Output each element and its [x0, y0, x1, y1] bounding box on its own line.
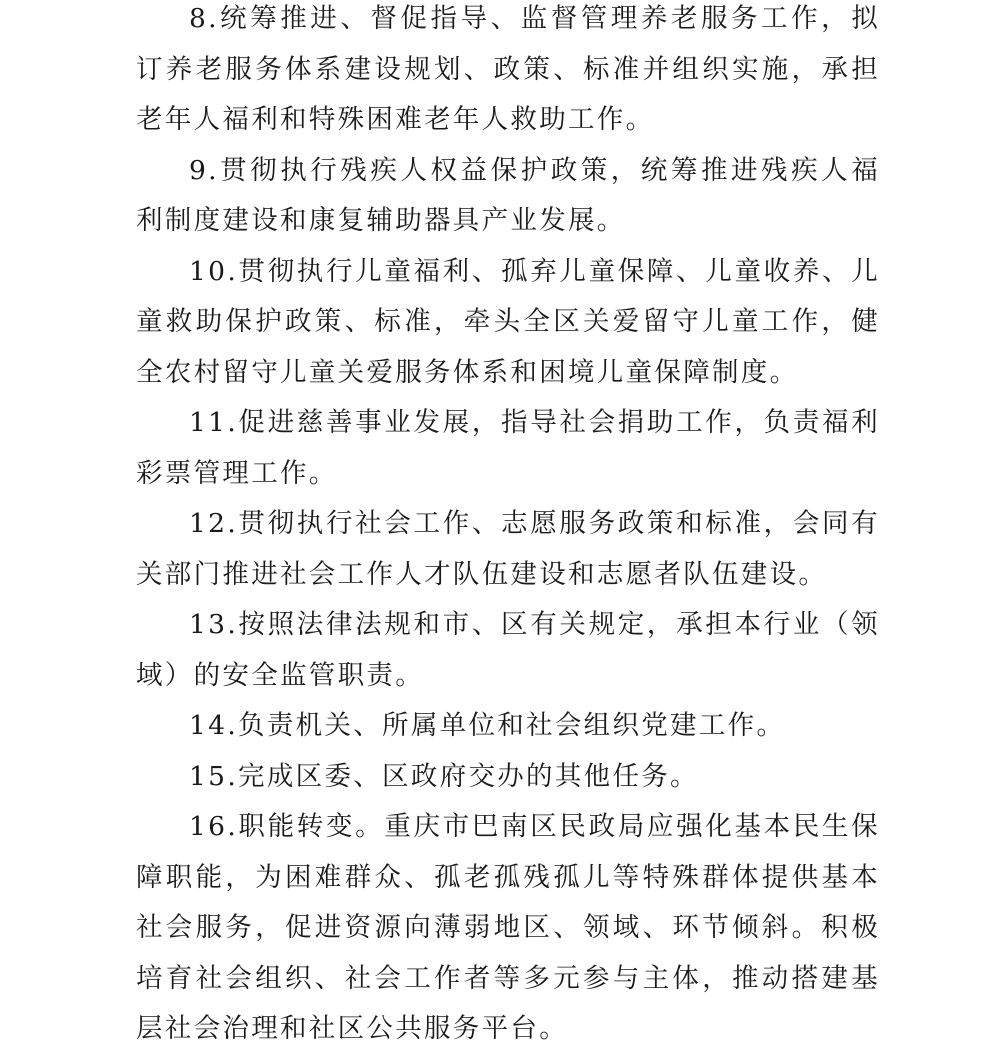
paragraph-item-9: 9.贯彻执行残疾人权益保护政策，统筹推进残疾人福利制度建设和康复辅助器具产业发展。 [136, 154, 880, 236]
paragraph-item-13: 13.按照法律法规和市、区有关规定，承担本行业（领域）的安全监管职责。 [136, 609, 880, 691]
paragraph-item-15: 15.完成区委、区政府交办的其他任务。 [189, 760, 699, 792]
paragraph-item-16: 16.职能转变。重庆市巴南区民政局应强化基本民生保障职能，为困难群众、孤老孤残孤儿等特殊群体提供基本社会服务，促进资源向薄弱地区、领域、环节倾斜。积极培育社会组织、社会工作者等多元参与主体，推动搭建基层社会治理和社区公共服务平台。 [136, 811, 880, 1044]
document-body [136, 0, 880, 1055]
paragraph-item-8: 8.统筹推进、督促指导、监督管理养老服务工作，拟订养老服务体系建设规划、政策、标准并组织实施，承担老年人福利和特殊困难老年人救助工作。 [136, 3, 880, 135]
paragraph-item-10: 10.贯彻执行儿童福利、孤弃儿童保障、儿童收养、儿童救助保护政策、标准，牵头全区关爱留守儿童工作，健全农村留守儿童关爱服务体系和困境儿童保障制度。 [136, 255, 880, 388]
paragraph-item-14: 14.负责机关、所属单位和社会组织党建工作。 [189, 710, 786, 741]
paragraph-item-12: 12.贯彻执行社会工作、志愿服务政策和标准，会同有关部门推进社会工作人才队伍建设和志愿者队伍建设。 [136, 508, 880, 590]
paragraph-item-11: 11.促进慈善事业发展，指导社会捐助工作，负责福利彩票管理工作。 [136, 407, 880, 489]
